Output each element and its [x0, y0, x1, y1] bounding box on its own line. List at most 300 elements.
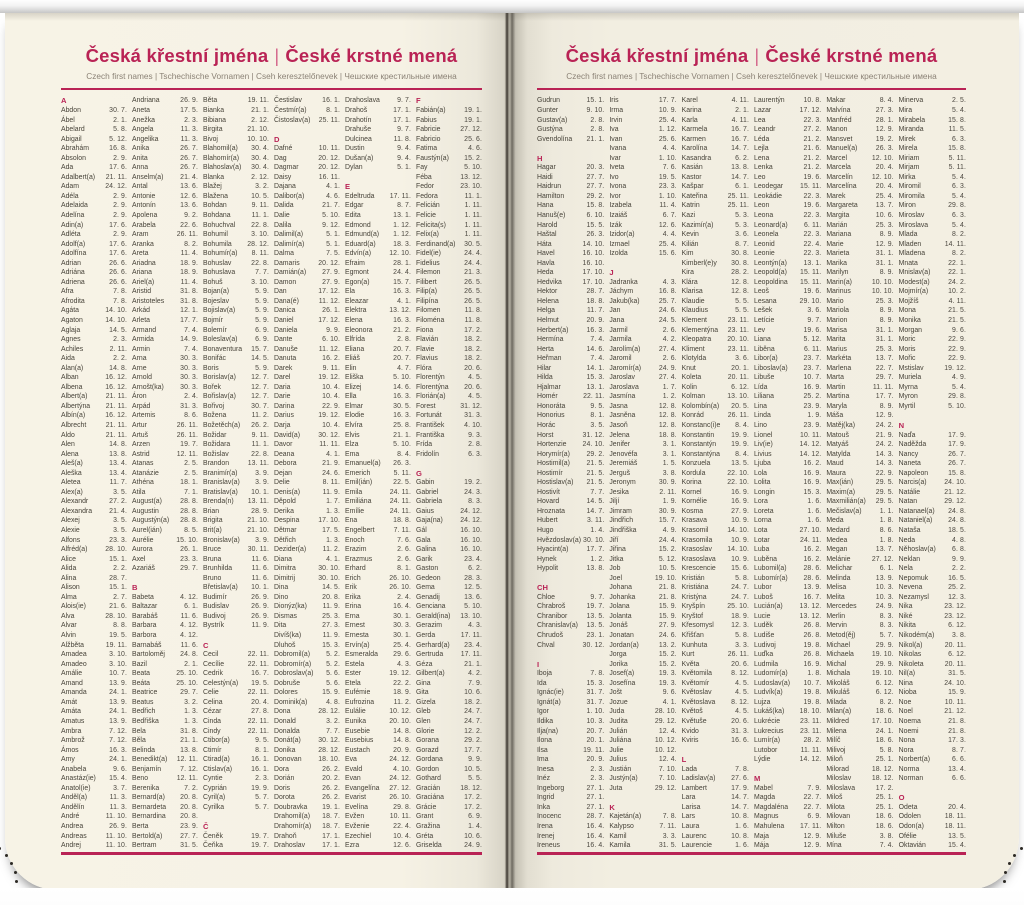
- nameday-date: 25. 3.: [322, 612, 340, 620]
- name-entry: [537, 383, 604, 393]
- first-name: Bojeslav: [203, 297, 230, 305]
- first-name: Drahomír(a): [274, 822, 312, 830]
- nameday-date: 13. 5.: [586, 612, 605, 620]
- nameday-date: 15. 4.: [948, 842, 966, 850]
- name-entry: [345, 679, 411, 689]
- first-name: Bedřich: [132, 708, 156, 716]
- name-entry: [754, 736, 821, 746]
- name-entry: [537, 345, 604, 355]
- name-entry: [899, 660, 966, 670]
- first-name: Nevena: [898, 584, 923, 592]
- nameday-date: 3. 3.: [735, 641, 749, 649]
- first-name: Minerva: [898, 97, 924, 105]
- first-name: Moris: [898, 345, 916, 353]
- nameday-date: 28. 3.: [464, 574, 482, 582]
- first-name: Gaius: [416, 507, 435, 515]
- nameday-date: 11. 12.: [318, 297, 340, 305]
- nameday-date: 15. 8.: [948, 116, 966, 124]
- nameday-date: 4. 7.: [397, 364, 411, 372]
- nameday-date: 3. 2.: [255, 183, 269, 191]
- name-entry: [61, 832, 127, 842]
- nameday-date: 9. 6.: [113, 765, 127, 773]
- first-name: Darius: [274, 412, 294, 420]
- name-entry: [609, 287, 676, 297]
- first-name: Léda: [753, 135, 770, 143]
- name-entry: [61, 650, 127, 660]
- name-entry: [537, 784, 604, 794]
- name-entry: [345, 373, 411, 383]
- first-name: Felicián: [416, 202, 440, 210]
- name-entry: [132, 526, 198, 536]
- name-entry: [345, 230, 411, 240]
- first-name: Karel: [681, 97, 698, 105]
- nameday-date: 15. 3.: [586, 374, 605, 382]
- name-entry: [826, 221, 893, 231]
- first-name: Dustin: [345, 145, 365, 153]
- nameday-date: 29. 9.: [875, 641, 894, 649]
- name-entry: [609, 173, 676, 183]
- name-entry: [416, 822, 482, 832]
- nameday-date: 19. 5.: [658, 173, 677, 181]
- name-entry: [754, 650, 821, 660]
- first-name: Horymír(a): [537, 450, 570, 458]
- nameday-date: 19. 3.: [658, 679, 677, 687]
- first-name: Norma: [898, 765, 920, 773]
- name-entry: [203, 832, 269, 842]
- name-entry: [537, 373, 604, 383]
- first-name: Bratislav(a): [203, 488, 238, 496]
- nameday-date: 30. 1.: [393, 632, 411, 640]
- name-entry: [537, 774, 604, 784]
- nameday-date: 23. 12.: [944, 612, 966, 620]
- name-entry: [61, 230, 127, 240]
- name-entry: [899, 516, 966, 526]
- name-entry: [754, 125, 821, 135]
- first-name: Arnold: [132, 374, 152, 382]
- nameday-date: 21. 1.: [464, 660, 482, 668]
- name-entry: [61, 459, 127, 469]
- first-name: Hroznata: [537, 507, 565, 515]
- name-entry: [416, 545, 482, 555]
- first-name: Klementýna: [681, 326, 719, 334]
- nameday-date: 27. 12.: [871, 555, 894, 563]
- name-entry: [203, 287, 269, 297]
- nameday-date: 20. 9.: [586, 316, 605, 324]
- name-entry: [274, 707, 340, 717]
- first-name: Kliment: [681, 345, 705, 353]
- first-name: Lešek: [753, 307, 773, 315]
- name-entry: [826, 478, 893, 488]
- name-entry: [274, 297, 340, 307]
- first-name: Antonín: [132, 202, 156, 210]
- nameday-date: 13. 8.: [109, 450, 127, 458]
- nameday-date: 8. 4.: [735, 450, 749, 458]
- first-name: Jarmila: [609, 336, 632, 344]
- first-name: Engelbert: [345, 527, 375, 535]
- nameday-date: 19. 12.: [389, 670, 411, 678]
- nameday-date: 6. 12.: [875, 689, 894, 697]
- name-entry: [132, 450, 198, 460]
- name-entry: [899, 316, 966, 326]
- nameday-date: 14. 5.: [586, 498, 605, 506]
- name-entry: [61, 621, 127, 631]
- first-name: Lambert: [681, 784, 707, 792]
- nameday-date: 18. 10.: [318, 756, 340, 764]
- first-name: Ljuba: [753, 460, 771, 468]
- name-entry: [416, 440, 482, 450]
- name-entry: [61, 106, 127, 116]
- first-name: Jonatan: [609, 632, 634, 640]
- nameday-date: 11. 8.: [464, 307, 482, 315]
- first-name: Brigita: [203, 517, 223, 525]
- name-entry: [345, 698, 411, 708]
- nameday-date: 23. 1.: [586, 632, 605, 640]
- nameday-date: 21. 5.: [586, 479, 605, 487]
- name-entry: [345, 431, 411, 441]
- name-entry: [754, 192, 821, 202]
- first-name: Konstantýna: [681, 450, 720, 458]
- nameday-date: 21. 11.: [105, 173, 127, 181]
- nameday-date: 28. 10.: [654, 708, 677, 716]
- nameday-date: 7. 4.: [184, 345, 198, 353]
- name-entry: [754, 201, 821, 211]
- name-entry: [61, 144, 127, 154]
- name-entry: [826, 784, 893, 794]
- nameday-date: 15. 10.: [176, 536, 198, 544]
- nameday-date: 26. 2.: [322, 794, 340, 802]
- nameday-date: 24. 1.: [109, 708, 127, 716]
- name-column: [203, 96, 269, 851]
- nameday-date: 11. 4.: [659, 202, 677, 210]
- nameday-date: 10. 12.: [654, 746, 677, 754]
- name-entry: [61, 774, 127, 784]
- name-entry: [537, 812, 604, 822]
- name-entry: [345, 812, 411, 822]
- first-name: Manon: [826, 126, 848, 134]
- nameday-date: 7. 6.: [662, 164, 677, 172]
- nameday-date: 7. 6.: [397, 536, 411, 544]
- first-name: Lesana: [753, 297, 777, 305]
- nameday-date: 12. 9.: [875, 240, 894, 248]
- name-entry: [609, 221, 676, 231]
- first-name: Adalbert(a): [61, 173, 96, 181]
- name-entry: [682, 688, 749, 698]
- first-name: Brenda(n): [203, 498, 234, 506]
- first-name: Melánie: [826, 555, 851, 563]
- nameday-date: 24. 5.: [658, 316, 677, 324]
- first-name: Dalibor(a): [274, 192, 305, 200]
- first-name: Miloslav: [826, 775, 852, 783]
- first-name: Jadranka: [609, 278, 638, 286]
- first-name: Krasomil: [681, 527, 709, 535]
- name-entry: [61, 707, 127, 717]
- name-entry: [537, 602, 604, 612]
- first-name: Antonie: [132, 192, 156, 200]
- first-name: Damaris: [274, 259, 300, 267]
- first-name: Bertram: [132, 842, 157, 850]
- nameday-date: 19. 10.: [871, 670, 894, 678]
- nameday-date: 2. 3.: [184, 116, 198, 124]
- nameday-date: 17. 6.: [109, 221, 127, 229]
- nameday-date: 2. 2.: [952, 565, 966, 573]
- first-name: Nataniel(a): [898, 517, 933, 525]
- first-name: Hypolit: [537, 565, 559, 573]
- nameday-date: 23. 11.: [727, 345, 749, 353]
- first-name: Margita: [826, 211, 850, 219]
- name-entry: [132, 287, 198, 297]
- first-name: Albert(a): [61, 393, 88, 401]
- name-entry: [609, 688, 676, 698]
- first-name: Marcelín: [826, 173, 853, 181]
- name-entry: [132, 373, 198, 383]
- first-name: Ernesta: [345, 632, 369, 640]
- first-name: Blažena: [203, 192, 228, 200]
- first-name: Budimír: [203, 593, 227, 601]
- name-entry: [345, 574, 411, 584]
- first-name: Cedrik: [203, 670, 223, 678]
- first-name: Nikolas: [898, 651, 922, 659]
- first-name: Johanka: [609, 593, 636, 601]
- name-entry: [132, 650, 198, 660]
- nameday-date: 29. 10.: [799, 297, 822, 305]
- header-rule: [61, 88, 482, 90]
- nameday-date: 2. 4.: [184, 393, 198, 401]
- nameday-date: 24. 7.: [731, 593, 749, 601]
- nameday-date: 21. 10.: [247, 527, 269, 535]
- first-name: Miloslava: [826, 784, 856, 792]
- nameday-date: 19. 11.: [247, 97, 269, 105]
- first-name: Hostivít: [537, 488, 560, 496]
- nameday-date: 21. 11.: [105, 422, 127, 429]
- blank-row: [416, 459, 482, 469]
- first-name: Anita: [132, 154, 148, 162]
- first-name: Nataša: [898, 527, 921, 535]
- nameday-date: 17. 11.: [800, 822, 822, 830]
- name-entry: [132, 602, 198, 612]
- first-name: Erich: [345, 574, 361, 582]
- nameday-date: 3. 5.: [113, 517, 127, 525]
- first-name: Emila: [345, 488, 363, 496]
- first-name: Liboslav(a): [753, 364, 788, 372]
- name-entry: [274, 249, 340, 259]
- nameday-date: 19. 7.: [251, 842, 269, 850]
- first-name: Barabáš: [132, 612, 158, 620]
- first-name: Eva: [345, 756, 357, 764]
- first-name: Beatus: [132, 698, 154, 706]
- first-name: Eufrozina: [345, 698, 375, 706]
- nameday-date: 8. 9.: [879, 269, 894, 277]
- first-name: Blahoslav(a): [203, 164, 242, 172]
- name-entry: [609, 201, 676, 211]
- first-name: Julie: [609, 746, 624, 754]
- nameday-date: 15. 2.: [464, 154, 482, 162]
- nameday-date: 21. 6.: [109, 603, 127, 611]
- first-name: Fabián(a): [416, 106, 446, 114]
- name-entry: [537, 306, 604, 316]
- first-name: Křesomysl: [681, 622, 714, 630]
- first-name: Dorián: [274, 775, 295, 783]
- nameday-date: 22. 8.: [251, 450, 269, 458]
- name-entry: [537, 621, 604, 631]
- name-entry: [826, 154, 893, 164]
- nameday-date: 6. 3.: [952, 183, 966, 191]
- name-entry: [345, 201, 411, 211]
- name-entry: [682, 641, 749, 651]
- name-entry: [345, 717, 411, 727]
- first-name: Hynek: [537, 555, 557, 563]
- first-name: Grácie: [416, 803, 437, 811]
- nameday-date: 24. 8.: [180, 651, 198, 659]
- first-name: Leonid: [753, 240, 775, 248]
- first-name: Bohdan: [203, 202, 227, 210]
- first-name: Andělín: [61, 803, 85, 811]
- first-name: Bernardina: [132, 813, 166, 821]
- first-name: Drahomil(a): [274, 813, 310, 821]
- first-name: Marcelína: [826, 183, 857, 191]
- name-entry: [61, 173, 127, 183]
- name-entry: [416, 660, 482, 670]
- name-entry: [537, 679, 604, 689]
- name-entry: [416, 154, 482, 164]
- first-name: Homér: [537, 393, 558, 401]
- first-name: Abdon: [61, 106, 81, 114]
- nameday-date: 18. 7.: [322, 813, 340, 821]
- name-entry: [682, 545, 749, 555]
- nameday-date: 5. 4.: [952, 106, 966, 114]
- nameday-date: 5. 4.: [952, 192, 966, 200]
- first-name: Jeremiáš: [609, 460, 638, 468]
- nameday-date: 28. 7.: [109, 574, 127, 582]
- name-entry: [537, 507, 604, 517]
- nameday-date: 6. 9.: [468, 813, 482, 821]
- name-entry: [537, 431, 604, 441]
- name-entry: [826, 822, 893, 832]
- nameday-date: 10. 8.: [731, 813, 749, 821]
- first-name: Milota: [826, 803, 845, 811]
- name-entry: [203, 564, 269, 574]
- name-entry: [826, 316, 893, 326]
- name-entry: [826, 612, 893, 622]
- stitch-dot-icon: [1013, 854, 1016, 857]
- first-name: Felicie: [416, 211, 436, 219]
- name-entry: [345, 488, 411, 498]
- first-name: Merlin: [826, 612, 846, 620]
- name-entry: [609, 402, 676, 412]
- first-name: Blanka: [203, 173, 225, 181]
- name-entry: [754, 135, 821, 145]
- first-name: Kvido: [681, 727, 699, 735]
- nameday-date: 22. 3.: [803, 116, 822, 124]
- nameday-date: 2. 6.: [397, 546, 411, 554]
- nameday-date: 28. 8.: [180, 498, 198, 506]
- footer-rule: [61, 852, 482, 854]
- nameday-date: 10. 4.: [322, 422, 340, 429]
- name-entry: [61, 182, 127, 192]
- nameday-date: 12. 9.: [803, 842, 822, 850]
- first-name: Karmela: [681, 126, 708, 134]
- first-name: Eleazar: [345, 297, 369, 305]
- name-entry: [345, 793, 411, 803]
- nameday-date: 22. 11.: [247, 660, 269, 668]
- first-name: Michala: [826, 670, 851, 678]
- name-entry: [609, 641, 676, 651]
- nameday-date: 1. 12.: [393, 231, 411, 239]
- nameday-date: 27. 1.: [586, 803, 605, 811]
- name-entry: [609, 106, 676, 116]
- nameday-date: 22. 11.: [583, 393, 605, 401]
- first-name: Gema: [416, 584, 435, 592]
- nameday-date: 9. 7.: [397, 126, 411, 134]
- nameday-date: 22. 9.: [948, 355, 966, 363]
- name-entry: [203, 297, 269, 307]
- first-name: Gustav(a): [537, 116, 568, 124]
- first-name: Jarmil: [609, 326, 628, 334]
- first-name: Jáchym: [609, 288, 634, 296]
- nameday-date: 29. 5.: [875, 488, 894, 496]
- first-name: Aleška: [61, 469, 82, 477]
- nameday-date: 14. 10.: [727, 527, 749, 535]
- nameday-date: 11. 4.: [180, 278, 198, 286]
- nameday-date: 14. 7.: [731, 173, 749, 181]
- nameday-date: 3. 5.: [113, 527, 127, 535]
- first-name: Laurencie: [681, 842, 712, 850]
- name-entry: [754, 593, 821, 603]
- name-entry: [61, 440, 127, 450]
- first-name: Jorika: [609, 660, 628, 668]
- name-entry: [609, 154, 676, 164]
- first-name: Leonard(a): [753, 221, 788, 229]
- first-name: Felix(a): [416, 231, 439, 239]
- nameday-date: 26. 11.: [727, 651, 749, 659]
- nameday-date: 6. 12.: [948, 622, 966, 630]
- name-entry: [609, 774, 676, 784]
- name-entry: [203, 211, 269, 221]
- nameday-date: 13. 6.: [464, 593, 482, 601]
- first-name: Job: [609, 565, 621, 573]
- name-column: [537, 96, 604, 851]
- nameday-date: 27. 10.: [799, 527, 822, 535]
- nameday-date: 17. 6.: [109, 240, 127, 248]
- nameday-date: 7. 2.: [184, 784, 198, 792]
- name-entry: [61, 765, 127, 775]
- nameday-date: 21. 4.: [180, 173, 198, 181]
- name-entry: [826, 688, 893, 698]
- nameday-date: 3. 10.: [109, 651, 127, 659]
- name-entry: [826, 698, 893, 708]
- nameday-date: 10. 2.: [948, 288, 966, 296]
- first-name: Kašpar: [681, 183, 704, 191]
- name-entry: [345, 326, 411, 336]
- name-entry: [345, 746, 411, 756]
- nameday-date: 19. 9.: [251, 784, 269, 792]
- nameday-date: 2. 2.: [113, 355, 127, 363]
- first-name: Hugo: [537, 527, 554, 535]
- name-entry: [132, 411, 198, 421]
- nameday-date: 30. 7.: [251, 402, 269, 410]
- first-name: Dluhoš: [274, 641, 296, 649]
- nameday-date: 5. 2.: [326, 660, 340, 668]
- nameday-date: 2. 8.: [397, 336, 411, 344]
- first-name: Miloš: [826, 794, 843, 802]
- name-entry: [416, 115, 482, 125]
- name-entry: [416, 631, 482, 641]
- first-name: Bruno: [203, 574, 222, 582]
- first-name: Milorad: [826, 765, 849, 773]
- first-name: Miloň: [826, 756, 843, 764]
- name-entry: [537, 316, 604, 326]
- first-name: Ariel(a): [132, 278, 155, 286]
- nameday-date: 17. 10.: [318, 517, 340, 525]
